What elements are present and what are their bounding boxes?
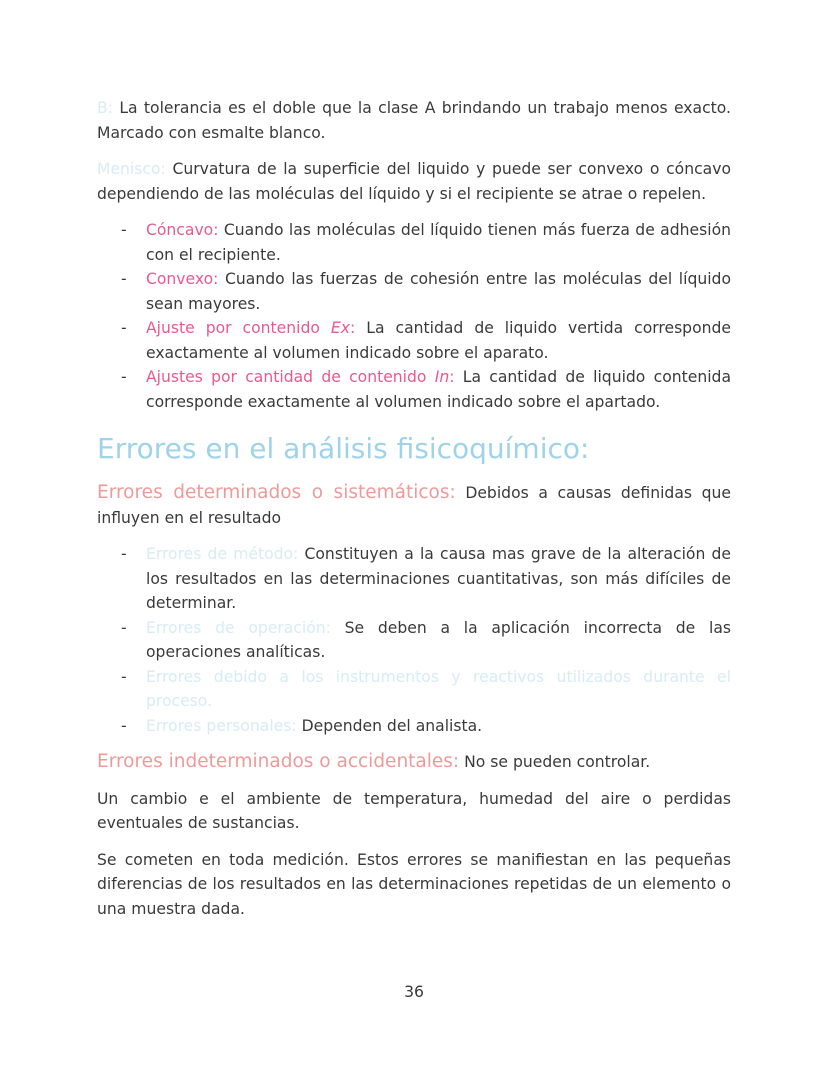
item-text: Dependen del analista. xyxy=(296,716,483,735)
term-label: Ajustes por cantidad de contenido xyxy=(146,368,435,386)
subheading-label: Errores determinados o sistemáticos: xyxy=(97,482,456,503)
dash-bullet: - xyxy=(121,368,127,386)
item-text: Cuando las fuerzas de cohesión entre las moléculas del líquido sean mayores. xyxy=(146,270,731,313)
subheading-label: Errores indeterminados o accidentales: xyxy=(97,751,460,772)
dash-bullet: - xyxy=(121,618,127,637)
menisco-list xyxy=(97,218,731,414)
paragraph-accidentales xyxy=(97,750,731,775)
item-text: Cuando las moléculas del líquido tienen más fuerza de adhesión con el recipiente. xyxy=(146,221,731,264)
page-number: 36 xyxy=(404,983,424,1001)
paragraph-sistematicos xyxy=(97,481,731,530)
term-label: Errores debido a los instrumentos y reactivos utilizados durante el proceso. xyxy=(146,667,731,710)
paragraph-text: Debidos a causas definidas que influyen en el resultado xyxy=(97,484,731,527)
list-item xyxy=(97,218,731,267)
paragraph-cambio: Un cambio e el ambiente de temperatura, humedad del aire o perdidas eventuales de sustancias. xyxy=(97,789,731,832)
term-label-end: : xyxy=(350,319,356,337)
term-label-italic: In xyxy=(434,368,450,386)
item-text: Se deben a la aplicación incorrecta de las operaciones analíticas. xyxy=(146,618,731,661)
list-item xyxy=(97,665,731,714)
sistematicos-list xyxy=(97,542,731,738)
dash-bullet: - xyxy=(121,270,127,288)
list-item xyxy=(97,316,731,365)
term-label: B: xyxy=(97,99,113,117)
paragraph-clase-b xyxy=(97,96,731,145)
dash-bullet: - xyxy=(121,319,127,337)
document-page xyxy=(97,96,731,921)
list-item xyxy=(97,365,731,414)
dash-bullet: - xyxy=(121,221,127,239)
list-item xyxy=(97,542,731,616)
paragraph-text: Curvatura de la superficie del liquido y puede ser convexo o cóncavo dependiendo de las moléculas del líquido y si el recipiente se atrae o repelen. xyxy=(97,160,731,203)
dash-bullet: - xyxy=(121,545,127,563)
term-label: Cóncavo: xyxy=(146,221,219,239)
term-label-italic: Ex xyxy=(330,319,351,337)
dash-bullet: - xyxy=(121,667,127,686)
section-heading: Errores en el análisis fisicoquímico: xyxy=(97,432,590,465)
term-label-end: : xyxy=(449,368,455,386)
list-item xyxy=(97,267,731,316)
paragraph-menisco xyxy=(97,157,731,206)
item-text: Constituyen a la causa mas grave de la alteración de los resultados en las determinaciones cuantitativas, son más difíciles de determinar. xyxy=(146,545,731,612)
term-label: Convexo: xyxy=(146,270,219,288)
paragraph-text: No se pueden controlar. xyxy=(459,753,651,771)
term-label: Errores personales: xyxy=(146,716,297,735)
term-label: Ajuste por contenido xyxy=(146,319,331,337)
paragraph-text: La tolerancia es el doble que la clase A brindando un trabajo menos exacto. Marcado con esmalte blanco. xyxy=(97,99,731,142)
term-label: Errores de método: xyxy=(146,545,299,563)
term-label: Menisco: xyxy=(97,160,166,178)
term-label: Errores de operación: xyxy=(146,618,331,637)
paragraph-cometen: Se cometen en toda medición. Estos errores se manifiestan en las pequeñas diferencias de los resultados en las determinaciones repetidas de un elemento o una muestra dada. xyxy=(97,850,731,918)
item-text: La cantidad de liquido vertida corresponde exactamente al volumen indicado sobre el aparato. xyxy=(146,319,732,362)
dash-bullet: - xyxy=(121,716,127,735)
item-text: La cantidad de liquido contenida corresponde exactamente al volumen indicado sobre el apartado. xyxy=(146,368,731,411)
list-item xyxy=(97,616,731,665)
list-item xyxy=(97,714,731,739)
